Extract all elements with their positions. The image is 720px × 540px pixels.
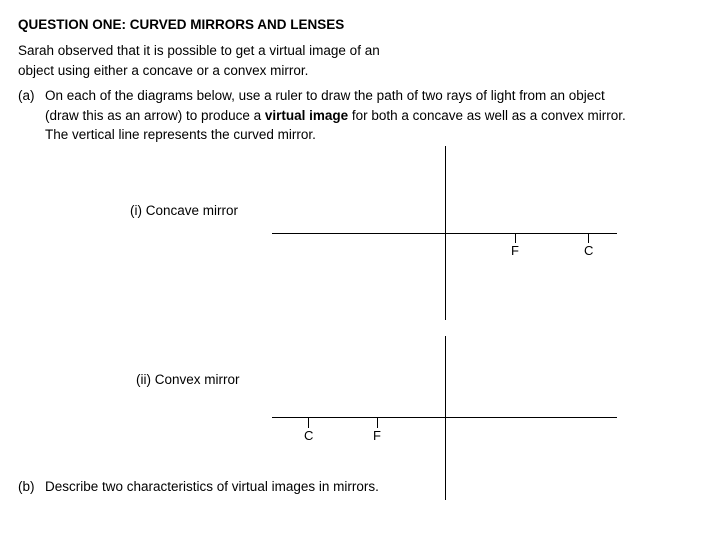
concave-principal-axis: [272, 233, 617, 234]
part-b-label: (b): [18, 479, 35, 494]
part-b-text: Describe two characteristics of virtual images in mirrors.: [45, 479, 379, 494]
intro-line-2: object using either a concave or a convex mirror.: [18, 63, 309, 78]
convex-mirror-line: [445, 336, 446, 500]
part-a-line-1: On each of the diagrams below, use a ruler to draw the path of two rays of light from an object: [45, 88, 605, 103]
part-a-line-3: The vertical line represents the curved mirror.: [45, 127, 316, 142]
part-a-line-2-post: for both a concave as well as a convex mirror.: [348, 108, 626, 123]
part-a-label: (a): [18, 88, 35, 103]
convex-principal-axis: [272, 417, 617, 418]
question-title: QUESTION ONE: CURVED MIRRORS AND LENSES: [18, 17, 345, 32]
convex-f-tick: [377, 418, 378, 428]
convex-mirror-caption: (ii) Convex mirror: [136, 372, 240, 387]
convex-f-label: F: [373, 428, 381, 443]
intro-line-1: Sarah observed that it is possible to get a virtual image of an: [18, 43, 380, 58]
virtual-image-emphasis: virtual image: [264, 108, 349, 123]
concave-c-tick: [588, 233, 589, 243]
concave-c-label: C: [584, 243, 594, 258]
concave-f-tick: [515, 233, 516, 243]
concave-mirror-caption: (i) Concave mirror: [130, 203, 239, 218]
part-a-line-2: [45, 106, 626, 125]
concave-f-label: F: [511, 243, 519, 258]
part-a-line-2-pre: (draw this as an arrow) to produce a: [45, 108, 265, 123]
convex-c-tick: [308, 418, 309, 428]
convex-c-label: C: [304, 428, 314, 443]
